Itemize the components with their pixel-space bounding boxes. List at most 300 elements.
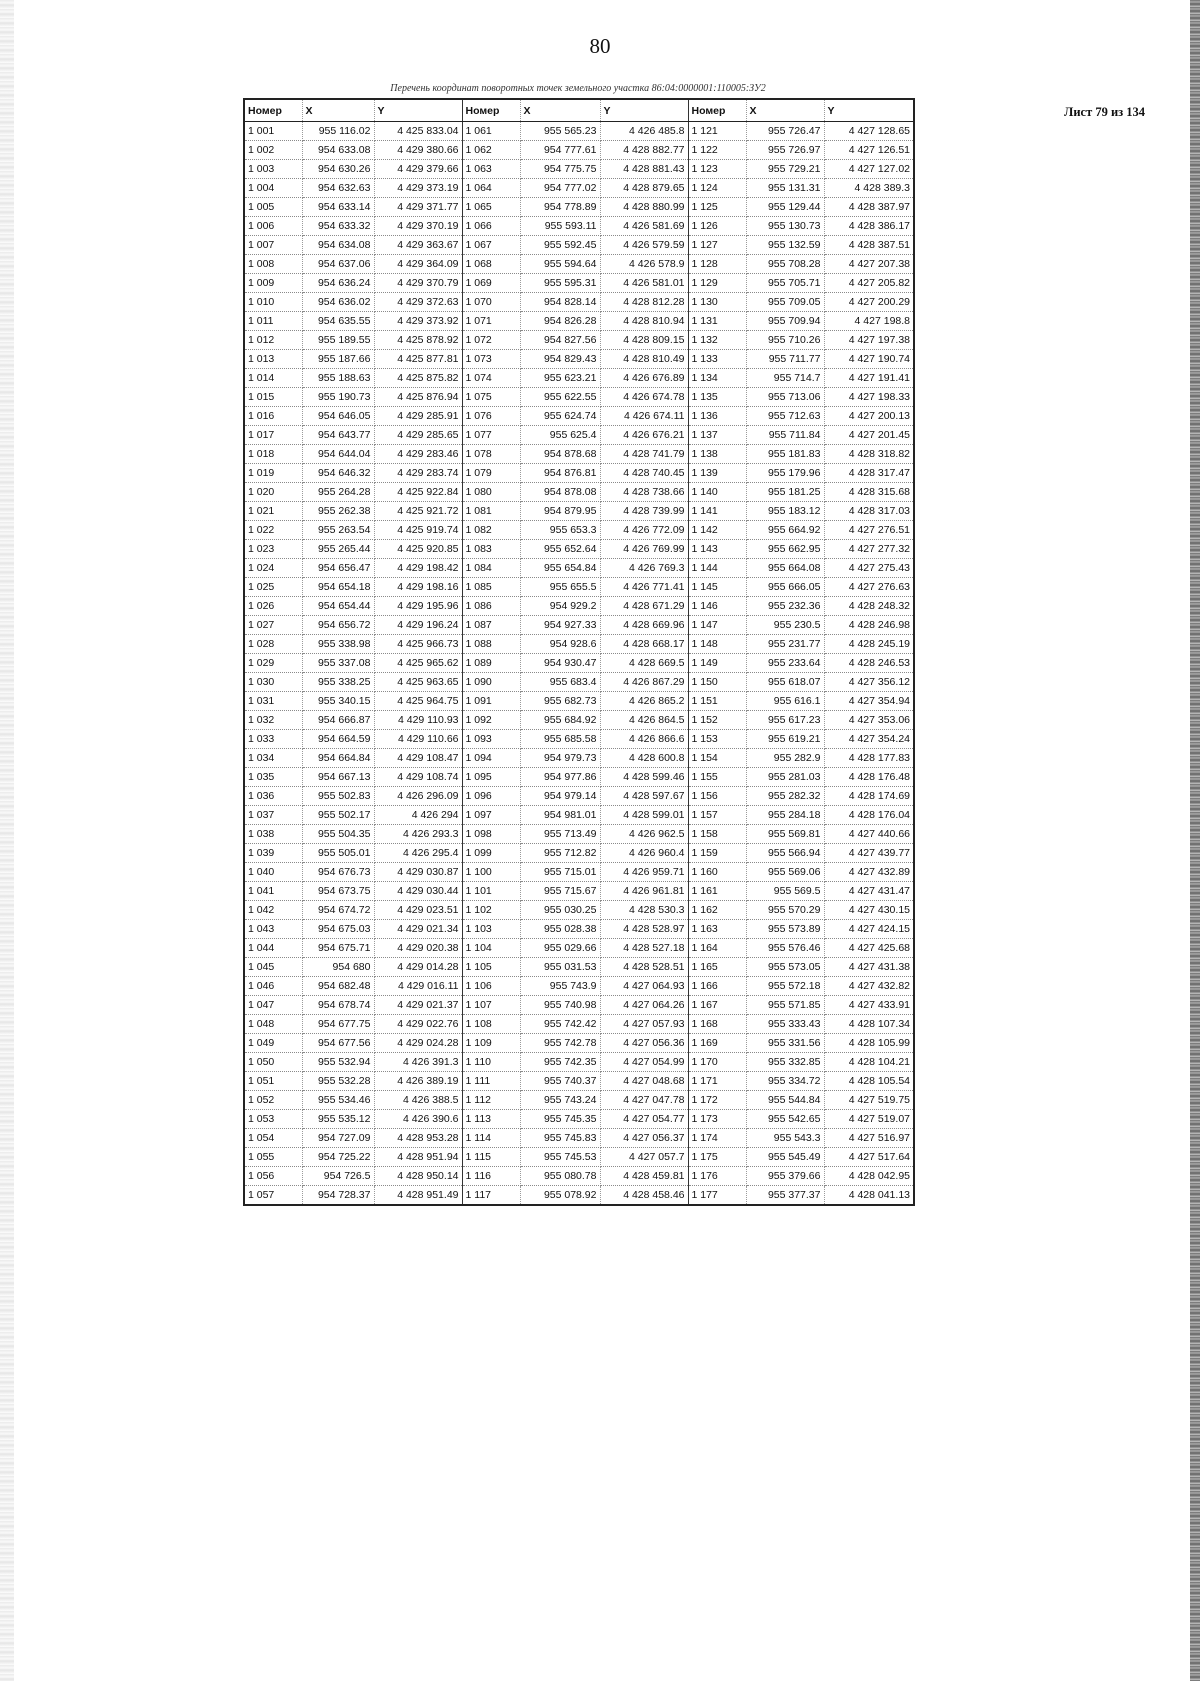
point-number-cell: 1 103 bbox=[462, 920, 520, 939]
y-value-cell: 4 428 315.68 bbox=[824, 483, 914, 502]
y-value-cell: 4 429 021.34 bbox=[374, 920, 462, 939]
y-value-cell: 4 426 295.4 bbox=[374, 844, 462, 863]
x-value-cell: 954 827.56 bbox=[520, 331, 600, 350]
x-value-cell: 955 129.44 bbox=[746, 198, 824, 217]
x-value-cell: 955 653.3 bbox=[520, 521, 600, 540]
y-value-cell: 4 427 057.93 bbox=[600, 1015, 688, 1034]
point-number-cell: 1 030 bbox=[244, 673, 302, 692]
y-value-cell: 4 427 198.8 bbox=[824, 312, 914, 331]
x-value-cell: 955 379.66 bbox=[746, 1167, 824, 1186]
header-number-3: Номер bbox=[688, 99, 746, 122]
point-number-cell: 1 133 bbox=[688, 350, 746, 369]
point-number-cell: 1 143 bbox=[688, 540, 746, 559]
x-value-cell: 954 646.05 bbox=[302, 407, 374, 426]
x-value-cell: 955 729.21 bbox=[746, 160, 824, 179]
x-value-cell: 955 662.95 bbox=[746, 540, 824, 559]
x-value-cell: 954 633.08 bbox=[302, 141, 374, 160]
x-value-cell: 954 878.68 bbox=[520, 445, 600, 464]
y-value-cell: 4 426 581.01 bbox=[600, 274, 688, 293]
x-value-cell: 954 667.13 bbox=[302, 768, 374, 787]
y-value-cell: 4 428 600.8 bbox=[600, 749, 688, 768]
y-value-cell: 4 428 245.19 bbox=[824, 635, 914, 654]
y-value-cell: 4 428 812.28 bbox=[600, 293, 688, 312]
y-value-cell: 4 426 581.69 bbox=[600, 217, 688, 236]
x-value-cell: 955 030.25 bbox=[520, 901, 600, 920]
point-number-cell: 1 104 bbox=[462, 939, 520, 958]
y-value-cell: 4 426 865.2 bbox=[600, 692, 688, 711]
point-number-cell: 1 159 bbox=[688, 844, 746, 863]
table-row bbox=[244, 331, 914, 350]
x-value-cell: 955 179.96 bbox=[746, 464, 824, 483]
point-number-cell: 1 170 bbox=[688, 1053, 746, 1072]
point-number-cell: 1 015 bbox=[244, 388, 302, 407]
x-value-cell: 954 777.02 bbox=[520, 179, 600, 198]
point-number-cell: 1 101 bbox=[462, 882, 520, 901]
x-value-cell: 955 502.83 bbox=[302, 787, 374, 806]
point-number-cell: 1 051 bbox=[244, 1072, 302, 1091]
y-value-cell: 4 428 318.82 bbox=[824, 445, 914, 464]
y-value-cell: 4 426 579.59 bbox=[600, 236, 688, 255]
y-value-cell: 4 428 951.94 bbox=[374, 1148, 462, 1167]
point-number-cell: 1 147 bbox=[688, 616, 746, 635]
point-number-cell: 1 150 bbox=[688, 673, 746, 692]
x-value-cell: 954 728.37 bbox=[302, 1186, 374, 1206]
point-number-cell: 1 024 bbox=[244, 559, 302, 578]
x-value-cell: 954 637.06 bbox=[302, 255, 374, 274]
x-value-cell: 955 576.46 bbox=[746, 939, 824, 958]
x-value-cell: 955 284.18 bbox=[746, 806, 824, 825]
y-value-cell: 4 428 882.77 bbox=[600, 141, 688, 160]
y-value-cell: 4 427 354.24 bbox=[824, 730, 914, 749]
table-row bbox=[244, 939, 914, 958]
point-number-cell: 1 046 bbox=[244, 977, 302, 996]
x-value-cell: 955 502.17 bbox=[302, 806, 374, 825]
y-value-cell: 4 426 388.5 bbox=[374, 1091, 462, 1110]
table-row bbox=[244, 1053, 914, 1072]
table-row bbox=[244, 198, 914, 217]
y-value-cell: 4 427 128.65 bbox=[824, 122, 914, 141]
table-row bbox=[244, 996, 914, 1015]
point-number-cell: 1 168 bbox=[688, 1015, 746, 1034]
x-value-cell: 954 929.2 bbox=[520, 597, 600, 616]
y-value-cell: 4 428 389.3 bbox=[824, 179, 914, 198]
x-value-cell: 955 333.43 bbox=[746, 1015, 824, 1034]
point-number-cell: 1 109 bbox=[462, 1034, 520, 1053]
x-value-cell: 955 711.84 bbox=[746, 426, 824, 445]
table-row bbox=[244, 1015, 914, 1034]
point-number-cell: 1 053 bbox=[244, 1110, 302, 1129]
x-value-cell: 955 080.78 bbox=[520, 1167, 600, 1186]
y-value-cell: 4 427 425.68 bbox=[824, 939, 914, 958]
table-row bbox=[244, 730, 914, 749]
y-value-cell: 4 427 054.77 bbox=[600, 1110, 688, 1129]
point-number-cell: 1 162 bbox=[688, 901, 746, 920]
y-value-cell: 4 428 528.51 bbox=[600, 958, 688, 977]
x-value-cell: 955 281.03 bbox=[746, 768, 824, 787]
y-value-cell: 4 427 191.41 bbox=[824, 369, 914, 388]
x-value-cell: 955 230.5 bbox=[746, 616, 824, 635]
x-value-cell: 954 678.74 bbox=[302, 996, 374, 1015]
table-row bbox=[244, 1148, 914, 1167]
x-value-cell: 954 656.47 bbox=[302, 559, 374, 578]
y-value-cell: 4 427 431.47 bbox=[824, 882, 914, 901]
point-number-cell: 1 067 bbox=[462, 236, 520, 255]
y-value-cell: 4 426 485.8 bbox=[600, 122, 688, 141]
y-value-cell: 4 428 599.01 bbox=[600, 806, 688, 825]
point-number-cell: 1 100 bbox=[462, 863, 520, 882]
x-value-cell: 955 742.42 bbox=[520, 1015, 600, 1034]
x-value-cell: 955 132.59 bbox=[746, 236, 824, 255]
table-row bbox=[244, 160, 914, 179]
y-value-cell: 4 426 293.3 bbox=[374, 825, 462, 844]
x-value-cell: 955 745.53 bbox=[520, 1148, 600, 1167]
point-number-cell: 1 077 bbox=[462, 426, 520, 445]
point-number-cell: 1 011 bbox=[244, 312, 302, 331]
x-value-cell: 955 742.35 bbox=[520, 1053, 600, 1072]
x-value-cell: 954 664.59 bbox=[302, 730, 374, 749]
scan-edge-left bbox=[0, 0, 14, 1681]
y-value-cell: 4 425 877.81 bbox=[374, 350, 462, 369]
y-value-cell: 4 426 674.11 bbox=[600, 407, 688, 426]
point-number-cell: 1 078 bbox=[462, 445, 520, 464]
x-value-cell: 955 130.73 bbox=[746, 217, 824, 236]
x-value-cell: 955 570.29 bbox=[746, 901, 824, 920]
x-value-cell: 955 726.47 bbox=[746, 122, 824, 141]
y-value-cell: 4 428 041.13 bbox=[824, 1186, 914, 1206]
point-number-cell: 1 177 bbox=[688, 1186, 746, 1206]
point-number-cell: 1 071 bbox=[462, 312, 520, 331]
y-value-cell: 4 429 370.79 bbox=[374, 274, 462, 293]
point-number-cell: 1 066 bbox=[462, 217, 520, 236]
y-value-cell: 4 428 739.99 bbox=[600, 502, 688, 521]
y-value-cell: 4 428 810.94 bbox=[600, 312, 688, 331]
x-value-cell: 955 743.9 bbox=[520, 977, 600, 996]
x-value-cell: 954 634.08 bbox=[302, 236, 374, 255]
point-number-cell: 1 099 bbox=[462, 844, 520, 863]
x-value-cell: 954 879.95 bbox=[520, 502, 600, 521]
y-value-cell: 4 425 922.84 bbox=[374, 483, 462, 502]
y-value-cell: 4 427 433.91 bbox=[824, 996, 914, 1015]
y-value-cell: 4 428 740.45 bbox=[600, 464, 688, 483]
x-value-cell: 954 828.14 bbox=[520, 293, 600, 312]
x-value-cell: 955 569.81 bbox=[746, 825, 824, 844]
table-row bbox=[244, 1167, 914, 1186]
y-value-cell: 4 428 386.17 bbox=[824, 217, 914, 236]
y-value-cell: 4 429 283.74 bbox=[374, 464, 462, 483]
y-value-cell: 4 427 207.38 bbox=[824, 255, 914, 274]
y-value-cell: 4 429 373.92 bbox=[374, 312, 462, 331]
x-value-cell: 955 664.92 bbox=[746, 521, 824, 540]
x-value-cell: 954 673.75 bbox=[302, 882, 374, 901]
x-value-cell: 955 569.06 bbox=[746, 863, 824, 882]
y-value-cell: 4 427 356.12 bbox=[824, 673, 914, 692]
x-value-cell: 955 740.98 bbox=[520, 996, 600, 1015]
x-value-cell: 955 625.4 bbox=[520, 426, 600, 445]
table-row bbox=[244, 483, 914, 502]
y-value-cell: 4 429 371.77 bbox=[374, 198, 462, 217]
y-value-cell: 4 428 458.46 bbox=[600, 1186, 688, 1206]
point-number-cell: 1 083 bbox=[462, 540, 520, 559]
x-value-cell: 954 636.02 bbox=[302, 293, 374, 312]
header-y-3: Y bbox=[824, 99, 914, 122]
x-value-cell: 955 231.77 bbox=[746, 635, 824, 654]
point-number-cell: 1 125 bbox=[688, 198, 746, 217]
point-number-cell: 1 022 bbox=[244, 521, 302, 540]
x-value-cell: 954 677.75 bbox=[302, 1015, 374, 1034]
y-value-cell: 4 427 275.43 bbox=[824, 559, 914, 578]
x-value-cell: 955 709.94 bbox=[746, 312, 824, 331]
y-value-cell: 4 428 174.69 bbox=[824, 787, 914, 806]
x-value-cell: 954 644.04 bbox=[302, 445, 374, 464]
y-value-cell: 4 425 833.04 bbox=[374, 122, 462, 141]
x-value-cell: 955 340.15 bbox=[302, 692, 374, 711]
point-number-cell: 1 139 bbox=[688, 464, 746, 483]
y-value-cell: 4 426 676.89 bbox=[600, 369, 688, 388]
y-value-cell: 4 429 285.65 bbox=[374, 426, 462, 445]
table-row bbox=[244, 863, 914, 882]
table-row bbox=[244, 825, 914, 844]
x-value-cell: 955 534.46 bbox=[302, 1091, 374, 1110]
x-value-cell: 955 713.49 bbox=[520, 825, 600, 844]
y-value-cell: 4 429 022.76 bbox=[374, 1015, 462, 1034]
x-value-cell: 955 715.01 bbox=[520, 863, 600, 882]
y-value-cell: 4 428 527.18 bbox=[600, 939, 688, 958]
table-row bbox=[244, 293, 914, 312]
x-value-cell: 955 623.21 bbox=[520, 369, 600, 388]
y-value-cell: 4 428 528.97 bbox=[600, 920, 688, 939]
y-value-cell: 4 427 126.51 bbox=[824, 141, 914, 160]
x-value-cell: 954 680 bbox=[302, 958, 374, 977]
x-value-cell: 955 572.18 bbox=[746, 977, 824, 996]
y-value-cell: 4 428 810.49 bbox=[600, 350, 688, 369]
point-number-cell: 1 073 bbox=[462, 350, 520, 369]
point-number-cell: 1 174 bbox=[688, 1129, 746, 1148]
point-number-cell: 1 137 bbox=[688, 426, 746, 445]
x-value-cell: 955 569.5 bbox=[746, 882, 824, 901]
point-number-cell: 1 004 bbox=[244, 179, 302, 198]
point-number-cell: 1 037 bbox=[244, 806, 302, 825]
y-value-cell: 4 427 201.45 bbox=[824, 426, 914, 445]
x-value-cell: 955 742.78 bbox=[520, 1034, 600, 1053]
point-number-cell: 1 010 bbox=[244, 293, 302, 312]
x-value-cell: 955 571.85 bbox=[746, 996, 824, 1015]
y-value-cell: 4 428 741.79 bbox=[600, 445, 688, 464]
header-x-2: X bbox=[520, 99, 600, 122]
x-value-cell: 954 979.14 bbox=[520, 787, 600, 806]
y-value-cell: 4 427 431.38 bbox=[824, 958, 914, 977]
point-number-cell: 1 089 bbox=[462, 654, 520, 673]
table-row bbox=[244, 578, 914, 597]
x-value-cell: 955 595.31 bbox=[520, 274, 600, 293]
y-value-cell: 4 429 110.66 bbox=[374, 730, 462, 749]
point-number-cell: 1 017 bbox=[244, 426, 302, 445]
y-value-cell: 4 427 430.15 bbox=[824, 901, 914, 920]
y-value-cell: 4 427 127.02 bbox=[824, 160, 914, 179]
x-value-cell: 955 332.85 bbox=[746, 1053, 824, 1072]
point-number-cell: 1 157 bbox=[688, 806, 746, 825]
table-caption: Перечень координат поворотных точек земельного участка 86:04:0000001:110005:ЗУ2 bbox=[390, 83, 766, 94]
point-number-cell: 1 095 bbox=[462, 768, 520, 787]
x-value-cell: 955 713.06 bbox=[746, 388, 824, 407]
y-value-cell: 4 428 671.29 bbox=[600, 597, 688, 616]
y-value-cell: 4 429 030.87 bbox=[374, 863, 462, 882]
y-value-cell: 4 429 285.91 bbox=[374, 407, 462, 426]
coordinates-table bbox=[243, 98, 915, 1206]
y-value-cell: 4 429 110.93 bbox=[374, 711, 462, 730]
x-value-cell: 955 594.64 bbox=[520, 255, 600, 274]
y-value-cell: 4 428 669.96 bbox=[600, 616, 688, 635]
point-number-cell: 1 128 bbox=[688, 255, 746, 274]
point-number-cell: 1 138 bbox=[688, 445, 746, 464]
point-number-cell: 1 110 bbox=[462, 1053, 520, 1072]
y-value-cell: 4 428 104.21 bbox=[824, 1053, 914, 1072]
y-value-cell: 4 428 105.99 bbox=[824, 1034, 914, 1053]
x-value-cell: 955 187.66 bbox=[302, 350, 374, 369]
y-value-cell: 4 429 363.67 bbox=[374, 236, 462, 255]
x-value-cell: 955 116.02 bbox=[302, 122, 374, 141]
x-value-cell: 955 711.77 bbox=[746, 350, 824, 369]
y-value-cell: 4 427 057.7 bbox=[600, 1148, 688, 1167]
y-value-cell: 4 427 276.51 bbox=[824, 521, 914, 540]
x-value-cell: 955 029.66 bbox=[520, 939, 600, 958]
header-number-1: Номер bbox=[244, 99, 302, 122]
x-value-cell: 955 338.98 bbox=[302, 635, 374, 654]
x-value-cell: 955 622.55 bbox=[520, 388, 600, 407]
x-value-cell: 955 532.28 bbox=[302, 1072, 374, 1091]
y-value-cell: 4 427 047.78 bbox=[600, 1091, 688, 1110]
point-number-cell: 1 116 bbox=[462, 1167, 520, 1186]
y-value-cell: 4 425 920.85 bbox=[374, 540, 462, 559]
y-value-cell: 4 428 246.53 bbox=[824, 654, 914, 673]
y-value-cell: 4 429 023.51 bbox=[374, 901, 462, 920]
x-value-cell: 954 643.77 bbox=[302, 426, 374, 445]
point-number-cell: 1 012 bbox=[244, 331, 302, 350]
x-value-cell: 955 181.83 bbox=[746, 445, 824, 464]
y-value-cell: 4 429 024.28 bbox=[374, 1034, 462, 1053]
y-value-cell: 4 429 195.96 bbox=[374, 597, 462, 616]
x-value-cell: 955 190.73 bbox=[302, 388, 374, 407]
x-value-cell: 954 778.89 bbox=[520, 198, 600, 217]
point-number-cell: 1 127 bbox=[688, 236, 746, 255]
x-value-cell: 955 078.92 bbox=[520, 1186, 600, 1206]
point-number-cell: 1 001 bbox=[244, 122, 302, 141]
header-y-1: Y bbox=[374, 99, 462, 122]
point-number-cell: 1 097 bbox=[462, 806, 520, 825]
point-number-cell: 1 048 bbox=[244, 1015, 302, 1034]
y-value-cell: 4 427 056.36 bbox=[600, 1034, 688, 1053]
x-value-cell: 955 652.64 bbox=[520, 540, 600, 559]
point-number-cell: 1 163 bbox=[688, 920, 746, 939]
table-row bbox=[244, 274, 914, 293]
x-value-cell: 955 131.31 bbox=[746, 179, 824, 198]
table-row bbox=[244, 122, 914, 141]
table-row bbox=[244, 958, 914, 977]
point-number-cell: 1 098 bbox=[462, 825, 520, 844]
x-value-cell: 955 714.7 bbox=[746, 369, 824, 388]
table-row bbox=[244, 920, 914, 939]
point-number-cell: 1 124 bbox=[688, 179, 746, 198]
point-number-cell: 1 112 bbox=[462, 1091, 520, 1110]
y-value-cell: 4 429 196.24 bbox=[374, 616, 462, 635]
x-value-cell: 954 977.86 bbox=[520, 768, 600, 787]
point-number-cell: 1 108 bbox=[462, 1015, 520, 1034]
y-value-cell: 4 426 390.6 bbox=[374, 1110, 462, 1129]
point-number-cell: 1 114 bbox=[462, 1129, 520, 1148]
x-value-cell: 954 654.44 bbox=[302, 597, 374, 616]
point-number-cell: 1 107 bbox=[462, 996, 520, 1015]
y-value-cell: 4 427 205.82 bbox=[824, 274, 914, 293]
x-value-cell: 955 188.63 bbox=[302, 369, 374, 388]
table-row bbox=[244, 711, 914, 730]
x-value-cell: 955 542.65 bbox=[746, 1110, 824, 1129]
x-value-cell: 955 709.05 bbox=[746, 293, 824, 312]
point-number-cell: 1 062 bbox=[462, 141, 520, 160]
y-value-cell: 4 426 864.5 bbox=[600, 711, 688, 730]
point-number-cell: 1 026 bbox=[244, 597, 302, 616]
x-value-cell: 955 712.82 bbox=[520, 844, 600, 863]
point-number-cell: 1 064 bbox=[462, 179, 520, 198]
table-row bbox=[244, 141, 914, 160]
y-value-cell: 4 427 048.68 bbox=[600, 1072, 688, 1091]
x-value-cell: 955 233.64 bbox=[746, 654, 824, 673]
point-number-cell: 1 054 bbox=[244, 1129, 302, 1148]
point-number-cell: 1 165 bbox=[688, 958, 746, 977]
point-number-cell: 1 039 bbox=[244, 844, 302, 863]
point-number-cell: 1 121 bbox=[688, 122, 746, 141]
x-value-cell: 955 726.97 bbox=[746, 141, 824, 160]
y-value-cell: 4 429 014.28 bbox=[374, 958, 462, 977]
y-value-cell: 4 426 959.71 bbox=[600, 863, 688, 882]
point-number-cell: 1 002 bbox=[244, 141, 302, 160]
y-value-cell: 4 425 965.62 bbox=[374, 654, 462, 673]
point-number-cell: 1 140 bbox=[688, 483, 746, 502]
point-number-cell: 1 129 bbox=[688, 274, 746, 293]
y-value-cell: 4 426 771.41 bbox=[600, 578, 688, 597]
x-value-cell: 955 708.28 bbox=[746, 255, 824, 274]
point-number-cell: 1 113 bbox=[462, 1110, 520, 1129]
y-value-cell: 4 426 962.5 bbox=[600, 825, 688, 844]
y-value-cell: 4 425 919.74 bbox=[374, 521, 462, 540]
table-row bbox=[244, 426, 914, 445]
y-value-cell: 4 425 921.72 bbox=[374, 502, 462, 521]
y-value-cell: 4 429 370.19 bbox=[374, 217, 462, 236]
x-value-cell: 955 565.23 bbox=[520, 122, 600, 141]
point-number-cell: 1 040 bbox=[244, 863, 302, 882]
x-value-cell: 955 543.3 bbox=[746, 1129, 824, 1148]
x-value-cell: 955 664.08 bbox=[746, 559, 824, 578]
y-value-cell: 4 426 578.9 bbox=[600, 255, 688, 274]
x-value-cell: 955 712.63 bbox=[746, 407, 824, 426]
point-number-cell: 1 082 bbox=[462, 521, 520, 540]
table-row bbox=[244, 502, 914, 521]
point-number-cell: 1 016 bbox=[244, 407, 302, 426]
y-value-cell: 4 427 516.97 bbox=[824, 1129, 914, 1148]
x-value-cell: 954 878.08 bbox=[520, 483, 600, 502]
x-value-cell: 954 777.61 bbox=[520, 141, 600, 160]
point-number-cell: 1 106 bbox=[462, 977, 520, 996]
point-number-cell: 1 085 bbox=[462, 578, 520, 597]
point-number-cell: 1 166 bbox=[688, 977, 746, 996]
coordinates-table-body bbox=[244, 122, 914, 1206]
point-number-cell: 1 131 bbox=[688, 312, 746, 331]
y-value-cell: 4 428 459.81 bbox=[600, 1167, 688, 1186]
point-number-cell: 1 029 bbox=[244, 654, 302, 673]
table-row bbox=[244, 312, 914, 331]
table-row bbox=[244, 787, 914, 806]
x-value-cell: 955 740.37 bbox=[520, 1072, 600, 1091]
y-value-cell: 4 428 668.17 bbox=[600, 635, 688, 654]
table-row bbox=[244, 635, 914, 654]
